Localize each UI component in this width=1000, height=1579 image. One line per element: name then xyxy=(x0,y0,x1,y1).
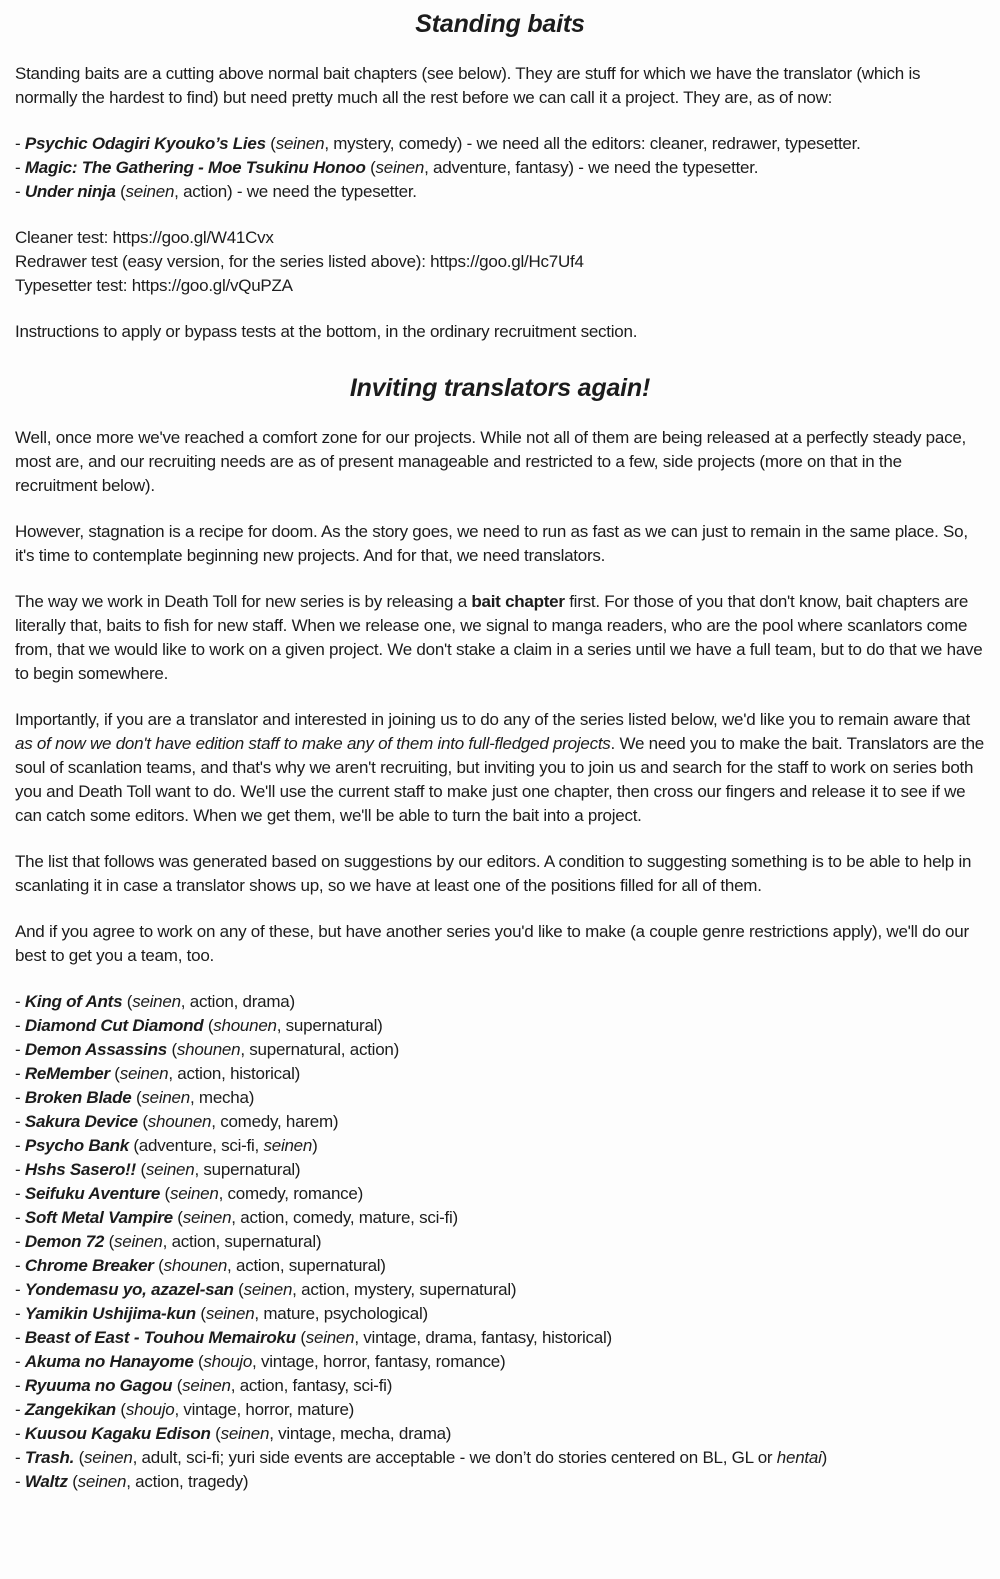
paragraph-bait-chapter xyxy=(15,590,985,686)
text-segment: seinen xyxy=(125,182,175,201)
text-segment: seinen xyxy=(263,1136,313,1155)
text-segment: - xyxy=(15,1232,25,1251)
series-item xyxy=(15,1422,985,1446)
text-segment: , supernatural) xyxy=(194,1160,301,1179)
text-segment: first. For those of you that don't know, bait chapters are literally that, baits to fish for new staff. When we release one, we signal to manga readers, who are the pool where scanlators come from, that we would like to work on a given project. We don't stake a claim in a series until we have a full team, but to do that we have to begin somewhere. xyxy=(15,592,983,683)
text-segment: seinen xyxy=(220,1424,270,1443)
cleaner-test-link: Cleaner test: https://goo.gl/W41Cvx xyxy=(15,228,274,247)
text-segment: seinen xyxy=(169,1184,219,1203)
text-segment: ( xyxy=(109,1064,120,1083)
redrawer-test-link: Redrawer test (easy version, for the series listed above): https://goo.gl/Hc7Uf4 xyxy=(15,252,584,271)
text-segment: However, stagnation is a recipe for doom. As the story goes, we need to run as fast as we can just to remain in the same place. So, it's time to contemplate beginning new projects. And for that, we need translators. xyxy=(15,522,968,565)
text-segment: shounen xyxy=(213,1016,277,1035)
text-segment: , adventure, fantasy) - we need the typesetter. xyxy=(424,158,759,177)
text-segment: ( xyxy=(195,1304,206,1323)
text-segment: , vintage, horror, fantasy, romance) xyxy=(252,1352,506,1371)
text-segment: ( xyxy=(135,1160,146,1179)
paragraph-importantly xyxy=(15,708,985,828)
text-segment: Zangekikan xyxy=(24,1400,116,1419)
series-item xyxy=(15,1206,985,1230)
paragraph-other-series xyxy=(15,920,985,968)
text-segment: shounen xyxy=(176,1040,241,1059)
text-segment: ( xyxy=(265,134,276,153)
text-segment: seinen xyxy=(119,1064,169,1083)
text-segment: - xyxy=(15,134,25,153)
text-segment: Importantly, if you are a translator and interested in joining us to do any of the series listed below, we'd like you to remain aware that xyxy=(15,710,970,729)
text-segment: Trash. xyxy=(24,1448,75,1467)
text-segment: , comedy, romance) xyxy=(218,1184,364,1203)
series-item xyxy=(15,990,985,1014)
series-item xyxy=(15,1086,985,1110)
heading-standing-baits: Standing baits xyxy=(415,10,585,38)
series-list xyxy=(15,990,985,1494)
text-segment: seinen xyxy=(114,1232,163,1251)
text-segment: as of now we don't have edition staff to make any of them into full-fledged projects xyxy=(15,734,611,753)
text-segment: , action, supernatural) xyxy=(227,1256,386,1275)
text-segment: Ryuuma no Gagou xyxy=(24,1376,173,1395)
series-item xyxy=(15,1350,985,1374)
text-segment: , action, drama) xyxy=(180,992,295,1011)
standing-baits-intro xyxy=(15,62,985,110)
text-segment: ) xyxy=(821,1448,828,1467)
text-segment: , supernatural, action) xyxy=(240,1040,400,1059)
text-segment: ( xyxy=(122,992,133,1011)
text-segment: Psychic Odagiri Kyouko’s Lies xyxy=(24,134,266,153)
text-segment: - xyxy=(15,1328,25,1347)
text-segment: seinen xyxy=(145,1160,195,1179)
text-segment: - xyxy=(15,1208,25,1227)
text-segment: , supernatural) xyxy=(276,1016,383,1035)
text-segment: seinen xyxy=(305,1328,355,1347)
typesetter-test-link: Typesetter test: https://goo.gl/vQuPZA xyxy=(15,276,293,295)
series-item xyxy=(15,1470,985,1494)
standing-baits-list xyxy=(15,132,985,204)
text-segment: shoujo xyxy=(203,1352,253,1371)
text-segment: , action, tragedy) xyxy=(126,1472,249,1491)
text-segment: , comedy, harem) xyxy=(211,1112,339,1131)
text-segment: seinen xyxy=(84,1448,133,1467)
text-segment: . We need you to make the bait. Translators are the soul of scanlation teams, and that's why we aren't recruiting, but inviting you to join us and search for the staff to work on series both you and Death Toll want to do. We'll use the current staff to make just one chapter, then cross our fingers and release it to see if we can catch some editors. When we get them, we'll be able to turn the bait into a project. xyxy=(15,734,984,825)
text-segment: - xyxy=(15,182,25,201)
text-segment: ( xyxy=(104,1232,115,1251)
text-segment: shoujo xyxy=(125,1400,175,1419)
text-segment: - xyxy=(15,1064,25,1083)
text-segment: , mecha) xyxy=(189,1088,255,1107)
text-segment: - xyxy=(15,1424,25,1443)
text-segment: , action, mystery, supernatural) xyxy=(292,1280,517,1299)
series-item xyxy=(15,1446,985,1470)
text-segment: Soft Metal Vampire xyxy=(24,1208,173,1227)
apply-instructions-note: Instructions to apply or bypass tests at the bottom, in the ordinary recruitment section. xyxy=(15,322,638,341)
text-segment: Well, once more we've reached a comfort zone for our projects. While not all of them are being released at a perfectly steady pace, most are, and our recruiting needs are as of present manageable and restricted to a few, side projects (more on that in the recruitment below). xyxy=(15,428,967,495)
text-segment: Psycho Bank xyxy=(24,1136,129,1155)
text-segment: - xyxy=(15,158,25,177)
text-segment: seinen xyxy=(243,1280,293,1299)
text-segment: Broken Blade xyxy=(24,1088,132,1107)
text-segment: ( xyxy=(67,1472,78,1491)
series-item xyxy=(15,1038,985,1062)
text-segment: ( xyxy=(365,158,376,177)
text-segment: , adult, sci-fi; yuri side events are acceptable - we don’t do stories centered on BL, GL or xyxy=(132,1448,777,1467)
text-segment: ( xyxy=(115,1400,126,1419)
test-links-block xyxy=(15,226,985,298)
paragraph-comfort-zone xyxy=(15,426,985,498)
text-segment: Magic: The Gathering - Moe Tsukinu Honoo xyxy=(24,158,366,177)
text-segment: - xyxy=(15,1088,25,1107)
series-item xyxy=(15,1110,985,1134)
text-segment: ( xyxy=(295,1328,306,1347)
text-segment: - xyxy=(15,1400,25,1419)
series-item xyxy=(15,1326,985,1350)
paragraph-stagnation xyxy=(15,520,985,568)
paragraph-list-origin xyxy=(15,850,985,898)
text-segment: King of Ants xyxy=(24,992,123,1011)
series-item xyxy=(15,1182,985,1206)
series-item xyxy=(15,1014,985,1038)
text-segment: , action, fantasy, sci-fi) xyxy=(230,1376,393,1395)
text-segment: The way we work in Death Toll for new series is by releasing a xyxy=(15,592,472,611)
text-segment: ( xyxy=(172,1208,183,1227)
text-segment: , mature, psychological) xyxy=(254,1304,428,1323)
text-segment: seinen xyxy=(275,134,325,153)
text-segment: Beast of East - Touhou Memairoku xyxy=(24,1328,296,1347)
text-segment: - xyxy=(15,1184,25,1203)
text-segment: Standing baits are a cutting above normal bait chapters (see below). They are stuff for which we have the translator (which is normally the hardest to find) but need pretty much all the rest before we can call it a project. They are, as of now: xyxy=(15,64,921,107)
text-segment: Sakura Device xyxy=(24,1112,138,1131)
series-item xyxy=(15,1158,985,1182)
text-segment: , action, historical) xyxy=(168,1064,301,1083)
text-segment: seinen xyxy=(132,992,181,1011)
text-segment: ( xyxy=(172,1376,183,1395)
text-segment: - xyxy=(15,1472,25,1491)
text-segment: Waltz xyxy=(24,1472,68,1491)
series-item xyxy=(15,1230,985,1254)
text-segment: seinen xyxy=(182,1208,232,1227)
text-segment: ( xyxy=(115,182,126,201)
series-item xyxy=(15,1134,985,1158)
text-segment: , action, comedy, mature, sci-fi) xyxy=(231,1208,458,1227)
text-segment: , action, supernatural) xyxy=(162,1232,322,1251)
text-segment: - xyxy=(15,1112,25,1131)
text-segment: seinen xyxy=(375,158,425,177)
text-segment: Chrome Breaker xyxy=(24,1256,154,1275)
text-segment: Hshs Sasero!! xyxy=(24,1160,136,1179)
text-segment: , vintage, mecha, drama) xyxy=(269,1424,452,1443)
text-segment: Demon 72 xyxy=(24,1232,105,1251)
text-segment: ( xyxy=(233,1280,244,1299)
text-segment: Akuma no Hanayome xyxy=(24,1352,194,1371)
text-segment: , vintage, drama, fantasy, historical) xyxy=(354,1328,612,1347)
text-segment: - xyxy=(15,1280,25,1299)
text-segment: , mystery, comedy) - we need all the editors: cleaner, redrawer, typesetter. xyxy=(324,134,861,153)
text-segment: ( xyxy=(210,1424,221,1443)
text-segment: Yondemasu yo, azazel-san xyxy=(24,1280,234,1299)
text-segment: seinen xyxy=(182,1376,231,1395)
text-segment: - xyxy=(15,1448,25,1467)
text-segment: ( xyxy=(166,1040,177,1059)
text-segment: shounen xyxy=(163,1256,228,1275)
series-item xyxy=(15,1278,985,1302)
standing-bait-item xyxy=(15,180,985,204)
text-segment: seinen xyxy=(77,1472,127,1491)
text-segment: - xyxy=(15,1256,25,1275)
text-segment: Yamikin Ushijima-kun xyxy=(24,1304,196,1323)
text-segment: - xyxy=(15,1304,25,1323)
text-segment: ReMember xyxy=(24,1064,110,1083)
text-segment: Seifuku Aventure xyxy=(24,1184,161,1203)
text-segment: bait chapter xyxy=(471,592,565,611)
text-segment: - xyxy=(15,1016,25,1035)
series-item xyxy=(15,1062,985,1086)
text-segment: , action) - we need the typesetter. xyxy=(174,182,417,201)
text-segment: - xyxy=(15,1376,25,1395)
text-segment: ( xyxy=(203,1016,214,1035)
text-segment: , vintage, horror, mature) xyxy=(174,1400,355,1419)
standing-bait-item xyxy=(15,156,985,180)
text-segment: ( xyxy=(137,1112,148,1131)
series-item xyxy=(15,1398,985,1422)
text-segment: shounen xyxy=(147,1112,212,1131)
text-segment: ( xyxy=(153,1256,164,1275)
text-segment: seinen xyxy=(205,1304,255,1323)
text-segment: ( xyxy=(160,1184,170,1203)
text-segment: - xyxy=(15,1040,25,1059)
heading-inviting-translators: Inviting translators again! xyxy=(349,374,651,402)
text-segment: Kuusou Kagaku Edison xyxy=(24,1424,211,1443)
text-segment: Demon Assassins xyxy=(24,1040,167,1059)
text-segment: - xyxy=(15,1136,25,1155)
series-item xyxy=(15,1374,985,1398)
text-segment: ( xyxy=(193,1352,204,1371)
text-segment: ( xyxy=(131,1088,142,1107)
text-segment: ) xyxy=(312,1136,318,1155)
text-segment: And if you agree to work on any of these, but have another series you'd like to make (a couple genre restrictions apply), we'll do our best to get you a team, too. xyxy=(15,922,969,965)
text-segment: - xyxy=(15,992,25,1011)
text-segment: The list that follows was generated based on suggestions by our editors. A condition to suggesting something is to be able to help in scanlating it in case a translator shows up, so we have at least one of the positions filled for all of them. xyxy=(15,852,972,895)
text-segment: Under ninja xyxy=(24,182,116,201)
text-segment: - xyxy=(15,1352,25,1371)
text-segment: ( xyxy=(74,1448,84,1467)
series-item xyxy=(15,1302,985,1326)
text-segment: (adventure, sci-fi, xyxy=(128,1136,264,1155)
text-segment: - xyxy=(15,1160,25,1179)
text-segment: Diamond Cut Diamond xyxy=(24,1016,204,1035)
series-item xyxy=(15,1254,985,1278)
text-segment: seinen xyxy=(141,1088,190,1107)
text-segment: hentai xyxy=(776,1448,822,1467)
standing-bait-item xyxy=(15,132,985,156)
